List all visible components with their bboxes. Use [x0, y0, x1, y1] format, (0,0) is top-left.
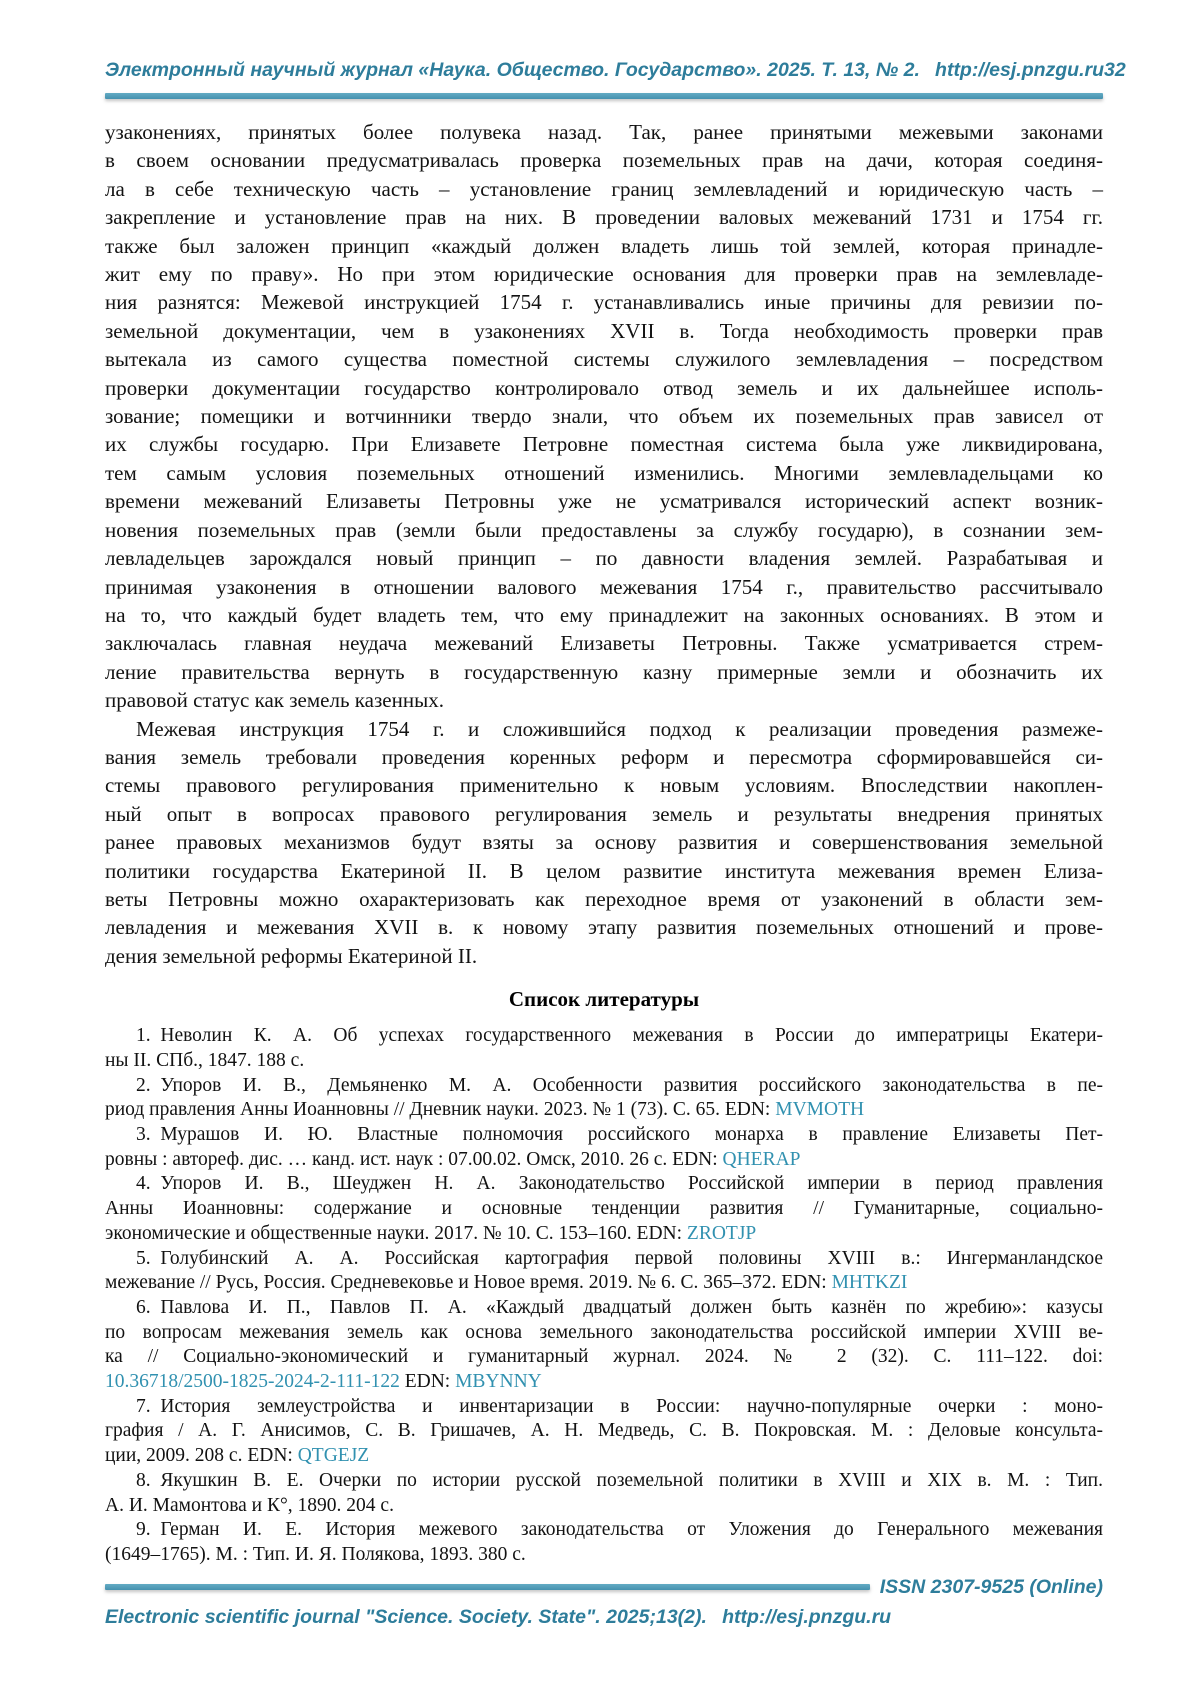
text-segment: (1649–1765). М. : Тип. И. Я. Полякова, 1893. 380 с. [105, 1543, 526, 1565]
text-line [105, 317, 1103, 345]
text-line [105, 232, 1103, 260]
reference-edn-link[interactable]: ZROTJP [686, 1222, 757, 1244]
reference-item [105, 1518, 1103, 1567]
text-line [105, 1444, 1103, 1469]
text-line [105, 771, 1103, 799]
text-segment: 6. Павлова И. П., Павлов П. А. «Каждый двадцатый должен быть казнён по жребию»: казусы [136, 1296, 1103, 1318]
text-segment: вытекала из самого существа поместной системы служилого землевладения – посредством [105, 347, 1103, 372]
article-paragraphs [105, 118, 1103, 970]
reference-item [105, 1123, 1103, 1172]
text-segment: времени межеваний Елизаветы Петровны уже не усматривался исторический аспект возник- [105, 489, 1103, 514]
text-segment: 1. Неволин К. А. Об успехах государственного межевания в России до императрицы Екатери- [136, 1025, 1103, 1047]
text-line [105, 743, 1103, 771]
text-line [105, 430, 1103, 458]
text-line [105, 118, 1103, 146]
text-line [105, 658, 1103, 686]
page-header [105, 58, 1126, 82]
text-line [105, 1469, 1103, 1494]
text-segment: тем самым условия поземельных отношений изменились. Многими землевладельцами ко [105, 460, 1103, 485]
reference-edn-link[interactable]: MBYNNY [455, 1371, 542, 1393]
text-segment: по вопросам межевания земель как основа земельного законодательства российской империи XVIII ве- [105, 1321, 1103, 1343]
text-line [105, 1222, 1103, 1247]
references-list [105, 1024, 1103, 1567]
text-line [105, 1543, 1103, 1568]
text-segment: 4. Упоров И. В., Шеуджен Н. А. Законодательство Российской империи в период правления [136, 1173, 1103, 1195]
text-line [105, 885, 1103, 913]
references-heading: Список литературы [508, 987, 700, 1012]
text-segment: А. И. Мамонтова и К°, 1890. 204 с. [105, 1494, 394, 1516]
text-line [105, 1518, 1103, 1543]
text-segment: ка // Социально-экономический и гуманитарный журнал. 2024. № 2 (32). С. 111–122. doi: [105, 1346, 1103, 1368]
text-segment: 9. Герман И. Е. История межевого законодательства от Уложения до Генерального межевания [136, 1519, 1103, 1541]
text-line [105, 1098, 1103, 1123]
text-line [105, 1419, 1103, 1444]
text-line [105, 629, 1103, 657]
text-segment: левладения и межевания XVII в. к новому этапу развития поземельных отношений и прове- [105, 915, 1103, 940]
text-segment: вания земель требовали проведения коренных реформ и пересмотра сформировавшейся си- [105, 744, 1103, 769]
text-segment: Межевая инструкция 1754 г. и сложившийся подход к реализации проведения размеже- [136, 716, 1103, 741]
text-line [105, 146, 1103, 174]
text-line [105, 1494, 1103, 1519]
text-segment: дения земельной реформы Екатериной II. [105, 943, 478, 968]
reference-edn-link[interactable]: QHERAP [722, 1148, 801, 1170]
text-line [105, 601, 1103, 629]
text-line [105, 345, 1103, 373]
text-segment: экономические и общественные науки. 2017. № 10. С. 153–160. EDN: [105, 1222, 687, 1244]
text-line [105, 544, 1103, 572]
text-line [105, 459, 1103, 487]
reference-item [105, 1024, 1103, 1073]
article-body [105, 118, 1103, 1568]
reference-item [105, 1296, 1103, 1395]
text-line [105, 857, 1103, 885]
reference-item [105, 1469, 1103, 1518]
text-line [105, 1296, 1103, 1321]
text-line [105, 1172, 1103, 1197]
text-line [105, 1321, 1103, 1346]
text-segment: EDN: [399, 1371, 456, 1393]
reference-item [105, 1247, 1103, 1296]
text-line [105, 1247, 1103, 1272]
text-line [105, 1024, 1103, 1049]
text-line [105, 1197, 1103, 1222]
text-segment: ны II. СПб., 1847. 188 с. [105, 1049, 305, 1071]
reference-edn-link[interactable]: QTGEJZ [297, 1445, 370, 1467]
text-line [105, 1049, 1103, 1074]
text-segment: 2. Упоров И. В., Демьяненко М. А. Особенности развития российского законодательства в пе- [136, 1074, 1103, 1096]
text-segment: закрепление и установление прав на них. В проведении валовых межеваний 1731 и 1754 гг. [105, 205, 1103, 230]
reference-item [105, 1172, 1103, 1246]
header-journal-title: Электронный научный журнал «Наука. Общество. Государство». 2025. Т. 13, № 2. http://esj.pnzgu.ru [105, 59, 1105, 81]
text-segment: в своем основании предусматривалась проверка поземельных прав на дачи, которая соединя- [105, 148, 1103, 173]
text-segment: ранее правовых механизмов будут взяты за основу развития и совершенствования земельной [105, 830, 1103, 855]
text-line [105, 686, 1103, 714]
text-segment: их службы государю. При Елизавете Петровне поместная система была уже ликвидирована, [105, 432, 1103, 457]
text-segment: ровны : автореф. дис. … канд. ист. наук : 07.00.02. Омск, 2010. 26 с. EDN: [105, 1148, 723, 1170]
text-segment: ния разнятся: Межевой инструкцией 1754 г. устанавливались иные причины для ревизии по- [105, 290, 1103, 315]
text-segment: графия / А. Г. Анисимов, С. В. Гришачев, А. Н. Медведь, С. В. Покровская. М. : Деловые консульта- [105, 1420, 1103, 1442]
text-line [105, 573, 1103, 601]
text-segment: на то, что каждый будет владеть тем, что ему принадлежит на законных основаниях. В этом и [105, 602, 1103, 627]
text-segment: стемы правового регулирования применительно к новым условиям. Впоследствии накоплен- [105, 773, 1103, 798]
text-line [105, 1074, 1103, 1099]
text-segment: левладельцев зарождался новый принцип – по давности владения землей. Разрабатывая и [105, 546, 1103, 571]
text-line [105, 800, 1103, 828]
text-segment: ции, 2009. 208 с. EDN: [105, 1445, 298, 1467]
text-line [105, 516, 1103, 544]
text-segment: 7. История землеустройства и инвентаризации в России: научно-популярные очерки : моно- [136, 1395, 1103, 1417]
text-line [105, 288, 1103, 316]
text-line [105, 203, 1103, 231]
text-line [105, 828, 1103, 856]
footer-rule-row [105, 1575, 1103, 1599]
text-segment: жит ему по праву». Но при этом юридические основания для проверки прав на землевладе- [105, 262, 1103, 287]
reference-item [105, 1074, 1103, 1123]
text-segment: принимая узаконения в отношении валового межевания 1754 г., правительство рассчитывало [105, 574, 1103, 599]
text-line [105, 175, 1103, 203]
header-rule [105, 93, 1103, 99]
text-segment: проверки документации государство контролировало отвод земель и их дальнейшее исполь- [105, 375, 1103, 400]
text-line [105, 942, 1103, 970]
text-segment: Анны Иоанновны: содержание и основные тенденции развития // Гуманитарные, социально- [105, 1198, 1103, 1220]
text-segment: зование; помещики и вотчинники твердо знали, что объем их поземельных прав зависел от [105, 404, 1103, 429]
page-footer [105, 1575, 1103, 1629]
footer-issn: ISSN 2307-9525 (Online) [879, 1576, 1103, 1598]
header-page-number: 32 [1104, 59, 1126, 81]
text-segment: узаконениях, принятых более полувека назад. Так, ранее принятыми межевыми законами [105, 120, 1103, 144]
text-line [105, 913, 1103, 941]
footer-rule [105, 1584, 870, 1590]
text-segment: веты Петровны можно охарактеризовать как переходное время от узаконений в области зем- [105, 886, 1103, 911]
text-segment: земельной документации, чем в узаконениях XVII в. Тогда необходимость проверки прав [105, 318, 1103, 343]
text-segment: 5. Голубинский А. А. Российская картография первой половины XVIII в.: Ингерманландское [136, 1247, 1103, 1269]
text-line [105, 1345, 1103, 1370]
text-segment: новения поземельных прав (земли были предоставлены за службу государю), в сознании зем- [105, 517, 1103, 542]
text-segment: ление правительства вернуть в государственную казну примерные земли и обозначить их [105, 659, 1103, 684]
text-segment: заключалась главная неудача межеваний Елизаветы Петровны. Также усматривается стрем- [105, 631, 1103, 656]
text-line [105, 1271, 1103, 1296]
text-line [105, 374, 1103, 402]
text-segment: политики государства Екатериной II. В целом развитие института межевания времен Елиза- [105, 858, 1103, 883]
text-line [105, 487, 1103, 515]
text-segment: также был заложен принцип «каждый должен владеть лишь той землей, которая принадле- [105, 233, 1103, 258]
text-segment: 3. Мурашов И. Ю. Властные полномочия российского монарха в правление Елизаветы Пет- [136, 1124, 1103, 1145]
footer-journal-line: Electronic scientific journal "Science. Society. State". 2025;13(2). http://esj.pnzgu.ru [105, 1606, 892, 1628]
text-segment: межевание // Русь, Россия. Средневековье и Новое время. 2019. № 6. С. 365–372. EDN: [105, 1272, 832, 1294]
text-line [105, 260, 1103, 288]
reference-item [105, 1395, 1103, 1469]
text-line [105, 1395, 1103, 1420]
text-segment: 8. Якушкин В. Е. Очерки по истории русской поземельной политики в XVIII и XIX в. М. : Тип. [136, 1469, 1103, 1491]
text-line [105, 715, 1103, 743]
text-segment: ный опыт в вопросах правового регулирования земель и результаты внедрения принятых [105, 801, 1103, 826]
text-segment: риод правления Анны Иоанновны // Дневник науки. 2023. № 1 (73). С. 65. EDN: [105, 1099, 776, 1121]
text-segment: ла в себе техническую часть – установление границ землевладений и юридическую часть – [105, 176, 1103, 201]
text-segment: правовой статус как земель казенных. [105, 688, 444, 713]
text-line [105, 402, 1103, 430]
text-line [105, 1370, 1103, 1395]
text-line [105, 1148, 1103, 1173]
text-line [105, 1123, 1103, 1148]
reference-edn-link[interactable]: MHTKZI [831, 1272, 908, 1294]
reference-edn-link[interactable]: 10.36718/2500-1825-2024-2-111-122 [105, 1371, 400, 1393]
body-paragraph [105, 118, 1103, 715]
reference-edn-link[interactable]: MVMOTH [775, 1099, 865, 1121]
body-paragraph [105, 715, 1103, 971]
